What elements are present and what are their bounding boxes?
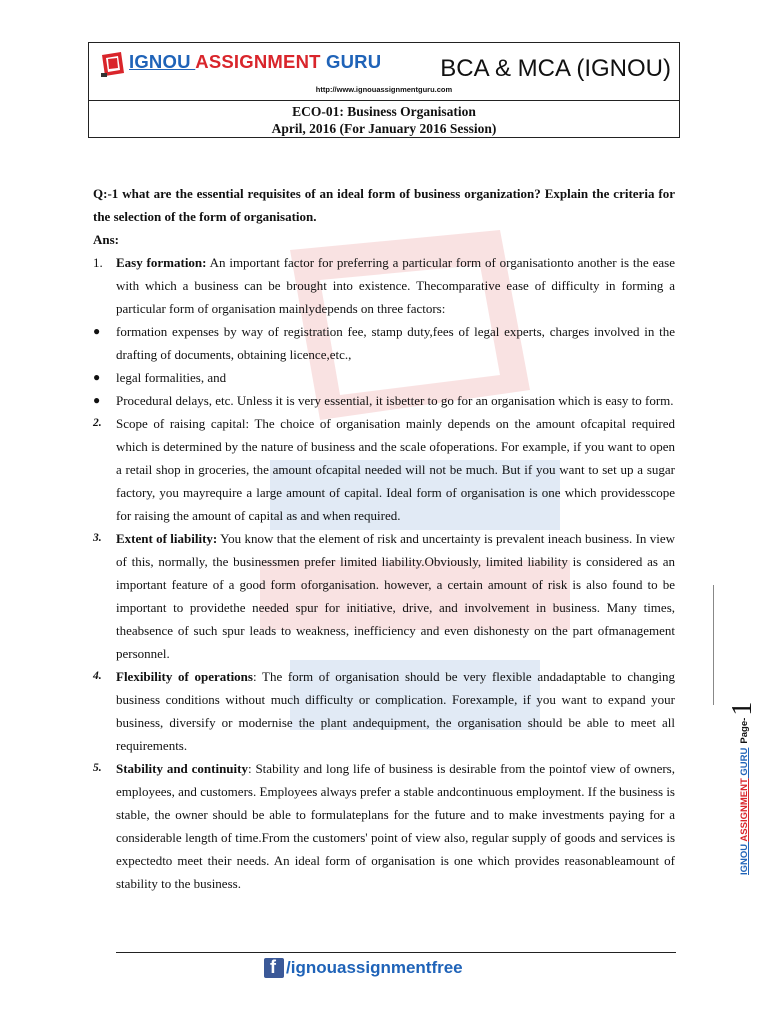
item-title: Extent of liability:	[116, 531, 218, 546]
item-number: 4.	[93, 670, 102, 682]
website-url[interactable]: http://www.ignouassignmentguru.com	[315, 85, 453, 94]
session-line: April, 2016 (For January 2016 Session)	[271, 121, 497, 136]
answer-label: Ans:	[93, 232, 120, 247]
list-item-4	[93, 665, 675, 757]
facebook-icon[interactable]: f	[264, 958, 284, 978]
bullet-item	[93, 320, 675, 366]
side-divider	[713, 585, 714, 705]
course-title-block	[89, 103, 679, 137]
list-item-1	[93, 251, 675, 320]
course-info	[89, 100, 679, 138]
item-text: An important factor for preferring a particular form of organisationto another is the ease with which a business can be brought into existence. Thecomparative ease of difficulty in forming a particular form of organisation mainlydepends on three factors:	[116, 255, 675, 316]
item-title: Easy formation:	[116, 255, 207, 270]
book-logo-icon	[99, 49, 129, 79]
item-title: Stability and continuity	[116, 761, 248, 776]
side-page-label	[713, 585, 758, 875]
item-number: 1.	[93, 255, 103, 270]
side-label-guru: GURU	[739, 747, 750, 779]
bullet-icon: ●	[93, 370, 101, 384]
header-brand-row	[89, 43, 679, 101]
bullet-text: legal formalities, and	[116, 370, 227, 385]
list-item-2	[93, 412, 675, 527]
bullet-text: formation expenses by way of registration fee, stamp duty,fees of legal experts, charges involved in the drafting of documents, obtaining licence,etc.,	[116, 324, 675, 362]
bullet-icon: ●	[93, 393, 101, 407]
bullet-icon: ●	[93, 324, 101, 338]
logo-part-ignou: IGNOU	[129, 51, 196, 72]
logo-part-guru: GURU	[320, 51, 382, 72]
item-number: 3.	[93, 532, 102, 544]
item-text: : Stability and long life of business is desirable from the pointof view of owners, employees, and customers. Employees always prefer a stable andcontinuous employment. If the business is stable, the owner should be able to formulateplans for the future and to make investments paying for a considerable length of time.From the customers' point of view also, regular supply of goods and services is expectedto meet their needs. An ideal form of organisation is one which provides reasonableamount of stability to the business.	[116, 761, 675, 891]
bullet-text: Procedural delays, etc. Unless it is very essential, it isbetter to go for an organisation which is easy to form.	[116, 393, 674, 408]
list-item-3	[93, 527, 675, 665]
brand-logo-text	[129, 51, 381, 73]
item-title: Flexibility of operations	[116, 669, 253, 684]
bullet-item	[93, 366, 675, 389]
document-body	[93, 182, 675, 895]
side-label-assignment: ASSIGNMENT	[739, 778, 750, 842]
course-line: ECO-01: Business Organisation	[292, 104, 476, 119]
list-item-5	[93, 757, 675, 895]
footer-divider	[116, 952, 676, 953]
program-title: BCA & MCA (IGNOU)	[440, 55, 671, 82]
facebook-handle[interactable]: /ignouassignmentfree	[286, 958, 463, 977]
bullet-item	[93, 389, 675, 412]
question-text: Q:-1 what are the essential requisites of an ideal form of business organization? Explain the criteria for the selection of the form of organisation.	[93, 186, 675, 224]
item-text: You know that the element of risk and uncertainty is prevalent ineach business. In view of this, normally, the businessmen prefer limited liability.Obviously, limited liability is considered as an important feature of a good form oforganisation. however, a certain amount of risk is also found to be important to providethe needed spur for initiative, drive, and involvement in business. Many times, theabsence of such spur leads to weakness, inefficiency and even dishonesty on the part ofmanagement personnel.	[116, 531, 675, 661]
page-label: Page-	[739, 717, 750, 744]
item-number: 2.	[93, 417, 102, 429]
item-text: Scope of raising capital: The choice of organisation mainly depends on the amount ofcapital required which is determined by the nature of business and the scale ofoperations. For example, if you want to open a retail shop in groceries, the amount ofcapital needed will not be much. But if you want to set up a sugar factory, you mayrequire a large amount of capital. Ideal form of organisation is one which providesscope for raising the amount of capital as and when required.	[116, 416, 675, 523]
bullet-list	[93, 320, 675, 412]
page-number: 1	[727, 701, 758, 716]
item-text: : The form of organisation should be very flexible andadaptable to changing business conditions without much difficulty or complication. Forexample, if you want to expand your business, diversify or modernise the plant andequipment, the organisation should be able to meet all requirements.	[116, 669, 675, 753]
logo-part-assignment: ASSIGNMENT	[195, 51, 321, 72]
side-label-text	[723, 701, 758, 875]
item-number: 5.	[93, 762, 102, 774]
side-label-ignou: IGNOU	[739, 841, 750, 875]
document-header	[88, 42, 680, 138]
